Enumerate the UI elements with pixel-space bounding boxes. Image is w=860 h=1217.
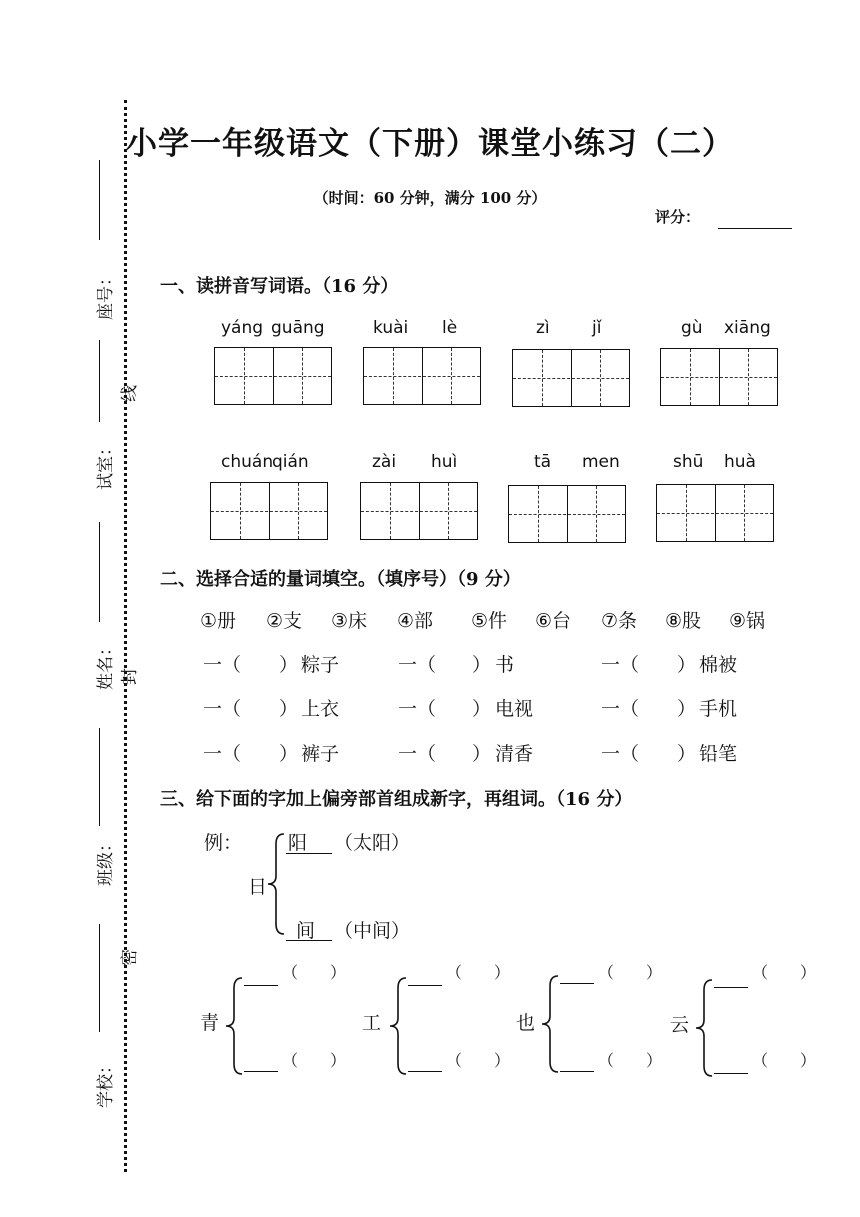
pinyin-label: shū <box>673 452 704 472</box>
seal-mark-line: 线 <box>120 385 140 402</box>
writing-grid[interactable] <box>214 347 332 405</box>
example-label: 例： <box>204 832 243 854</box>
base-char: 也 <box>516 1012 536 1034</box>
brace-icon <box>222 976 244 1076</box>
seal-mark-secret: 密 <box>120 949 140 966</box>
pinyin-label: lè <box>442 318 458 338</box>
base-char: 青 <box>200 1012 220 1034</box>
binding-line-room <box>99 340 100 422</box>
seal-mark-seal: 封 <box>120 668 140 685</box>
dotted-cut-line <box>124 100 127 1172</box>
word-paren: （ ） <box>282 1051 347 1070</box>
answer-blank[interactable] <box>244 1071 278 1072</box>
option-item: ⑧股 <box>665 610 702 632</box>
fill-noun: 棉被 <box>699 654 738 676</box>
pinyin-label: gù <box>681 318 703 338</box>
fill-suffix: ） <box>472 743 492 765</box>
word-paren: （ ） <box>446 1051 511 1070</box>
fill-prefix: 一（ <box>398 743 437 765</box>
example-top-char <box>288 828 307 855</box>
fill-prefix: 一（ <box>203 654 242 676</box>
binding-line-school <box>99 924 100 1032</box>
exam-subtitle: （时间：60 分钟，满分 100 分） <box>313 189 547 207</box>
option-item: ⑨锅 <box>729 610 766 632</box>
fill-noun: 裤子 <box>301 743 340 765</box>
fill-suffix: ） <box>677 698 697 720</box>
example-brace-icon <box>264 832 286 936</box>
fill-prefix: 一（ <box>203 743 242 765</box>
brace-icon <box>538 974 560 1074</box>
pinyin-label: huà <box>724 452 756 472</box>
fill-noun: 手机 <box>699 698 738 720</box>
example-bottom-word: （中间） <box>334 920 411 942</box>
fill-suffix: ） <box>279 698 299 720</box>
word-paren: （ ） <box>752 963 817 982</box>
brace-icon <box>386 976 408 1076</box>
answer-blank[interactable] <box>408 1071 442 1072</box>
score-blank[interactable] <box>718 228 792 229</box>
writing-grid[interactable] <box>656 484 774 542</box>
class-label: 班级： <box>96 835 116 886</box>
seat-label: 座号： <box>96 269 116 320</box>
base-char: 云 <box>670 1014 690 1036</box>
option-item: ⑥台 <box>535 610 572 632</box>
option-item: ①册 <box>200 610 237 632</box>
fill-prefix: 一（ <box>398 698 437 720</box>
fill-prefix: 一（ <box>203 698 242 720</box>
answer-blank[interactable] <box>560 983 594 984</box>
word-paren: （ ） <box>598 963 663 982</box>
example-char: 日 <box>248 876 268 898</box>
binding-line-name <box>99 522 100 622</box>
fill-prefix: 一（ <box>601 743 640 765</box>
answer-blank[interactable] <box>714 987 748 988</box>
pinyin-label: huì <box>431 452 458 472</box>
writing-grid[interactable] <box>210 482 328 540</box>
fill-prefix: 一（ <box>601 698 640 720</box>
section-1-heading: 一、读拼音写词语。（16 分） <box>160 276 399 297</box>
section-3-heading: 三、给下面的字加上偏旁部首组成新字，再组词。（16 分） <box>160 789 633 810</box>
word-paren: （ ） <box>282 963 347 982</box>
answer-blank[interactable] <box>244 985 278 986</box>
brace-icon <box>692 978 714 1078</box>
option-item: ②支 <box>266 610 303 632</box>
example-top-word: （太阳） <box>334 832 411 854</box>
page-title: 小学一年级语文（下册）课堂小练习（二） <box>126 126 734 162</box>
answer-blank[interactable] <box>560 1071 594 1072</box>
fill-suffix: ） <box>279 654 299 676</box>
writing-grid[interactable] <box>363 347 481 405</box>
fill-noun: 粽子 <box>301 654 340 676</box>
writing-grid[interactable] <box>660 348 778 406</box>
fill-suffix: ） <box>472 698 492 720</box>
fill-prefix: 一（ <box>398 654 437 676</box>
name-label: 姓名： <box>96 639 116 690</box>
pinyin-label: zì <box>536 318 550 338</box>
score-label: 评分： <box>655 208 701 226</box>
pinyin-label: men <box>582 452 620 472</box>
fill-noun: 上衣 <box>301 698 340 720</box>
word-paren: （ ） <box>446 963 511 982</box>
pinyin-label: kuài <box>373 318 409 338</box>
pinyin-label: jǐ <box>592 318 602 338</box>
answer-blank[interactable] <box>408 985 442 986</box>
example-top-underline <box>286 853 332 854</box>
pinyin-label: chuán <box>221 452 274 472</box>
pinyin-label: xiāng <box>724 318 771 338</box>
fill-suffix: ） <box>677 654 697 676</box>
pinyin-label: zài <box>372 452 397 472</box>
fill-noun: 铅笔 <box>699 743 738 765</box>
fill-noun: 书 <box>495 654 515 676</box>
writing-grid[interactable] <box>512 349 630 407</box>
pinyin-label: yáng <box>221 318 264 338</box>
pinyin-label: tā <box>534 452 552 472</box>
fill-prefix: 一（ <box>601 654 640 676</box>
option-item: ③床 <box>331 610 368 632</box>
option-item: ⑦条 <box>601 610 638 632</box>
fill-suffix: ） <box>279 743 299 765</box>
pinyin-label: qián <box>272 452 309 472</box>
pinyin-label: guāng <box>271 318 325 338</box>
school-label: 学校： <box>96 1057 116 1108</box>
fill-noun: 电视 <box>495 698 534 720</box>
answer-blank[interactable] <box>714 1073 748 1074</box>
word-paren: （ ） <box>752 1051 817 1070</box>
option-item: ④部 <box>397 610 434 632</box>
example-bottom-underline <box>286 940 332 941</box>
word-paren: （ ） <box>598 1051 663 1070</box>
base-char: 工 <box>362 1012 382 1034</box>
room-label: 试室： <box>96 439 116 490</box>
section-2-heading: 二、选择合适的量词填空。（填序号）（9 分） <box>160 569 521 590</box>
binding-line-class <box>99 728 100 826</box>
fill-suffix: ） <box>677 743 697 765</box>
writing-grid[interactable] <box>360 482 478 540</box>
example-bottom-char: 间 <box>296 920 316 942</box>
fill-suffix: ） <box>472 654 492 676</box>
option-item: ⑤件 <box>471 610 508 632</box>
writing-grid[interactable] <box>508 485 626 543</box>
example-top-char-text: 阳 <box>288 832 308 854</box>
fill-noun: 清香 <box>495 743 534 765</box>
